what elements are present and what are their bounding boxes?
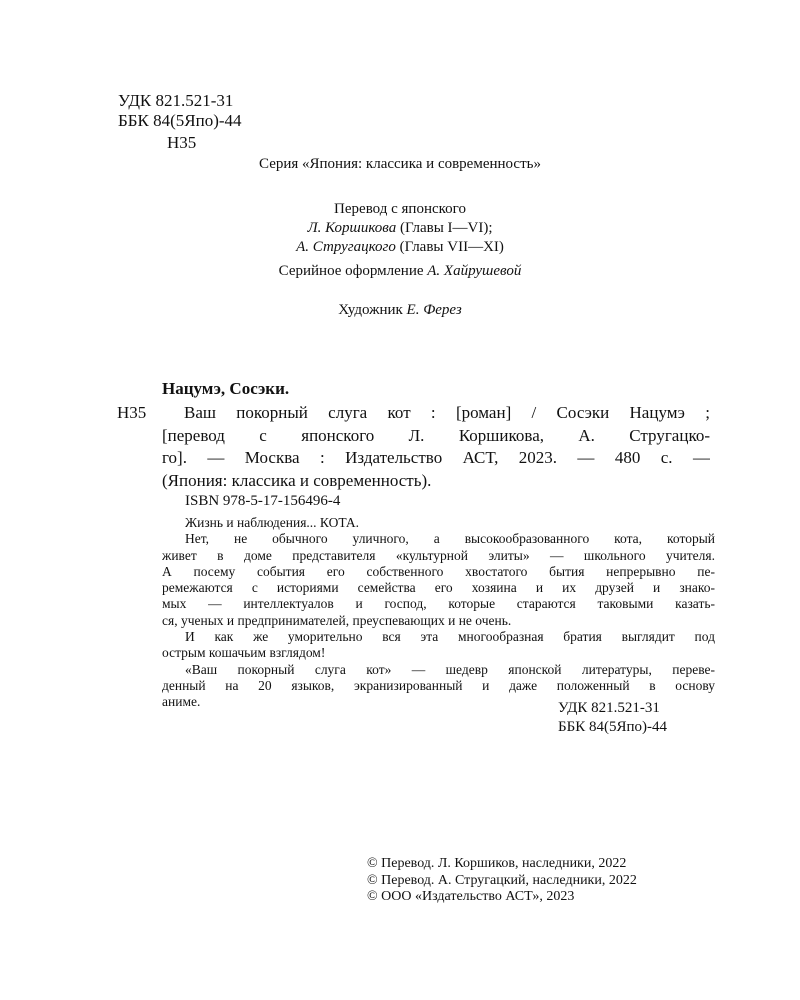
translator-2	[0, 238, 800, 257]
author-sign-top: Н35	[167, 133, 197, 152]
bib-line: [перевод с японского Л. Коршикова, А. Стругацко-	[162, 425, 710, 445]
artist-label: Художник	[338, 302, 403, 318]
annotation-line: И как же уморительно вся эта многообразная братия выглядит под	[185, 629, 715, 645]
annotation-line: Нет, не обычного уличного, а высокообразованного кота, который	[185, 531, 715, 547]
annotation-line: «Ваш покорный слуга кот» — шедевр японской литературы, переве-	[185, 661, 715, 677]
udk-code: УДК 821.521-31	[118, 91, 234, 110]
annotation-line: ремежаются с историями семейства его хозяина и их друзей и знако-	[162, 580, 715, 596]
annotation-line: живет в доме представителя «культурной элиты» — школьного учителя.	[162, 547, 715, 563]
translator-1-chapters: (Главы I—VI);	[399, 220, 493, 236]
series-title: Серия «Япония: классика и современность»	[259, 156, 541, 172]
bib-line: Ваш покорный слуга кот : [роман] / Сосэки Нацумэ ;	[184, 403, 710, 422]
annotation-line: ся, ученых и предпринимателей, преуспевающих и не очень.	[162, 612, 512, 628]
artist-name: Е. Ферез	[406, 302, 462, 318]
translator-2-name: А. Стругацкого	[296, 239, 396, 255]
annotation-line: аниме.	[162, 694, 201, 710]
annotation-line: острым кошачьим взглядом!	[162, 645, 326, 661]
translation-heading: Перевод с японского	[334, 201, 466, 217]
copyright-line: © ООО «Издательство АСТ», 2023	[367, 889, 575, 904]
copyright-block	[367, 856, 637, 906]
copyright-line: © Перевод. Л. Коршиков, наследники, 2022	[367, 856, 627, 871]
designer-name: А. Хайрушевой	[427, 263, 522, 279]
annotation-line: Жизнь и наблюдения... КОТА.	[185, 515, 360, 530]
annotation-line: денный на 20 языков, экранизированный и даже положенный в основу	[162, 677, 715, 693]
translator-2-chapters: (Главы VII—XI)	[399, 239, 504, 255]
udk-code-bottom: УДК 821.521-31	[558, 700, 660, 716]
bib-line: го]. — Москва : Издательство АСТ, 2023. — 480 с. —	[162, 448, 710, 467]
bib-author-sign: Н35	[117, 403, 147, 422]
bibliographic-description	[162, 402, 710, 492]
design-label: Серийное оформление	[278, 263, 424, 279]
translator-1-name: Л. Коршикова	[307, 220, 397, 236]
copyright-line: © Перевод. А. Стругацкий, наследники, 2022	[367, 872, 637, 888]
annotation-line: А посему события его собственного хвостатого бытия непрерывно пе-	[162, 563, 715, 579]
bbk-code-bottom: ББК 84(5Япо)-44	[558, 719, 667, 735]
annotation-line: мых — интеллектуалов и господ, которые стараются таковыми казать-	[162, 596, 715, 612]
translation-block	[0, 200, 800, 257]
annotation	[162, 515, 715, 711]
series-design-credit	[0, 263, 800, 280]
bib-author: Нацумэ, Сосэки.	[162, 379, 290, 398]
bib-line: (Япония: классика и современность).	[162, 470, 432, 490]
artist-credit	[0, 302, 800, 319]
udk-bbk-header	[118, 91, 242, 131]
bbk-code: ББК 84(5Япо)-44	[118, 111, 242, 130]
isbn: ISBN 978-5-17-156496-4	[185, 493, 341, 509]
translator-1	[0, 219, 800, 238]
classification-bottom	[558, 699, 667, 737]
